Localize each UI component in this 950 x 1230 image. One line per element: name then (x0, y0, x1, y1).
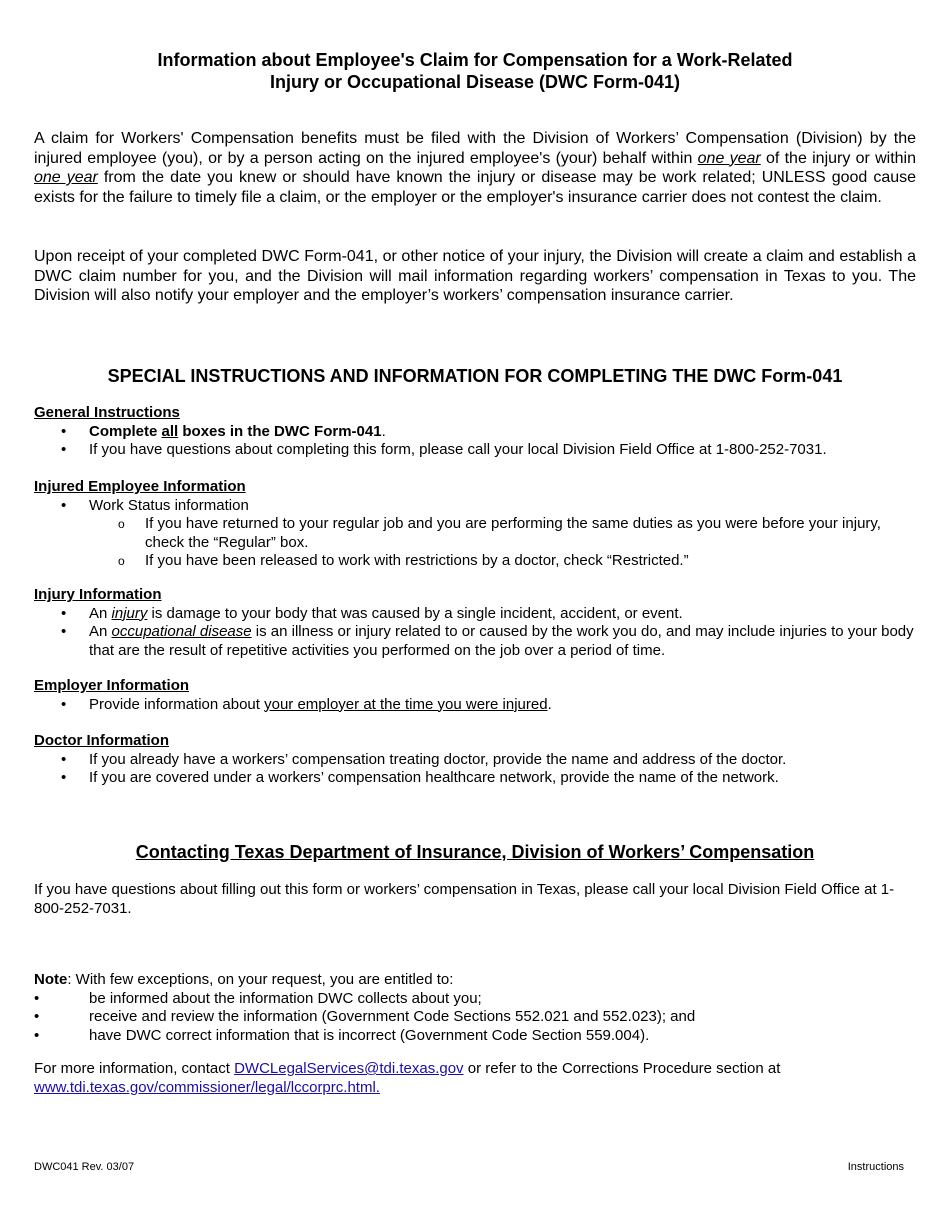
employer-b1-underlined: your employer at the time you were injured (264, 695, 548, 713)
injury-b1-text-b: is damage to your body that was caused by a single incident, accident, or event. (147, 604, 683, 622)
list-item: • If you are covered under a workers’ compensation healthcare network, provide the name of the network. (34, 769, 916, 788)
contact-section-title: Contacting Texas Department of Insurance, Division of Workers’ Compensation (135, 842, 815, 862)
legal-services-email-link[interactable]: DWCLegalServices@tdi.texas.gov (234, 1060, 464, 1077)
intro-p1-emphasis-1: one year (697, 149, 761, 167)
employee-information-heading: Injured Employee Information (34, 478, 246, 495)
title-line-2: Injury or Occupational Disease (DWC Form-041) (269, 72, 681, 92)
page-title (34, 49, 916, 93)
intro-paragraph-1 (34, 129, 916, 207)
employer-b1-text-a: Provide information about (89, 695, 265, 713)
injury-b1-emphasis: injury (111, 604, 148, 622)
injury-information-heading: Injury Information (34, 586, 162, 603)
list-item: • If you have questions about completing this form, please call your local Division Field Office at 1-800-252-7031. (34, 441, 916, 460)
general-b1-end: . (381, 422, 386, 440)
list-item: • be informed about the information DWC collects about you; (34, 990, 916, 1009)
general-b1-text-b: boxes in the DWC Form-041 (178, 422, 382, 440)
injury-information-section (34, 586, 916, 660)
special-instructions-title: SPECIAL INSTRUCTIONS AND INFORMATION FOR COMPLETING THE DWC Form-041 (107, 366, 843, 386)
more-text-a: For more information, contact (34, 1060, 235, 1077)
list-item: • have DWC correct information that is incorrect (Government Code Section 559.004). (34, 1027, 916, 1046)
list-item (34, 696, 916, 715)
intro-p1-text-c: from the date you knew or should have known the injury or disease may be work related; UNLESS good cause exists for the failure to timely file a claim, or the employer or the employer's insurance carrier does not contest the claim. (34, 169, 917, 206)
doctor-information-heading: Doctor Information (34, 732, 169, 749)
injury-b2-emphasis: occupational disease (111, 623, 252, 640)
footer-instructions-label: Instructions (847, 1161, 904, 1173)
injury-b1-text-a: An (89, 604, 112, 622)
list-item (34, 423, 916, 442)
corrections-procedure-link[interactable]: www.tdi.texas.gov/commissioner/legal/lccorprc.html. (34, 1078, 380, 1096)
general-b1-underlined: all (161, 422, 179, 440)
contact-paragraph: If you have questions about filling out this form or workers’ compensation in Texas, please call your local Division Field Office at 1-800-252-7031. (34, 881, 895, 917)
employer-information-section (34, 677, 916, 714)
general-instructions-heading: General Instructions (34, 404, 180, 421)
intro-paragraph-2: Upon receipt of your completed DWC Form-041, or other notice of your injury, the Division will create a claim and establish a DWC claim number for you, and the Division will mail information regarding workers’ compensation in Texas to you. The Division will also notify your employer and the employer’s workers’ compensation insurance carrier. (34, 248, 916, 304)
footer-form-revision: DWC041 Rev. 03/07 (34, 1161, 135, 1173)
employer-b1-end: . (547, 695, 552, 713)
more-text-b: or refer to the Corrections Procedure section at (463, 1060, 781, 1077)
injury-b2-text-a: An (89, 623, 112, 640)
injury-b2-text-b: is an illness or injury related to or caused by the work you do, and may include injuries to your body that are the result of repetitive activities you performed on the job over a period of time. (89, 623, 914, 659)
note-label: Note (34, 971, 68, 988)
list-item: • If you already have a workers’ compensation treating doctor, provide the name and address of the doctor. (34, 751, 916, 770)
note-intro (34, 971, 916, 990)
employer-information-heading: Employer Information (34, 677, 190, 694)
title-line-1: Information about Employee's Claim for Compensation for a Work-Related (157, 50, 793, 70)
employee-information-section (34, 478, 916, 571)
list-item (34, 605, 916, 624)
note-section (34, 971, 916, 1045)
sub-list-item: o If you have been released to work with restrictions by a doctor, check “Restricted.” (34, 552, 916, 571)
list-item: • receive and review the information (Government Code Sections 552.021 and 552.023); and (34, 1008, 916, 1027)
general-b1-text-a: Complete (89, 422, 162, 440)
note-intro-text: : With few exceptions, on your request, you are entitled to: (67, 971, 454, 988)
list-item: • Work Status information (34, 497, 916, 516)
sub-list-item: o If you have returned to your regular job and you are performing the same duties as you were before your injury, check the “Regular” box. (34, 515, 916, 552)
doctor-information-section (34, 732, 916, 788)
list-item (34, 623, 916, 660)
intro-p1-text-b: of the injury or within (760, 149, 917, 167)
intro-p1-text-a: A claim for Workers' Compensation benefits must be filed with the Division of Workers’ Compensation (Division) by the injured employee (you), or by a person acting on the injured employee's (your) behalf within (34, 130, 916, 167)
general-instructions-section (34, 404, 916, 460)
intro-p1-emphasis-2: one year (34, 169, 98, 186)
more-information-paragraph (34, 1060, 916, 1097)
